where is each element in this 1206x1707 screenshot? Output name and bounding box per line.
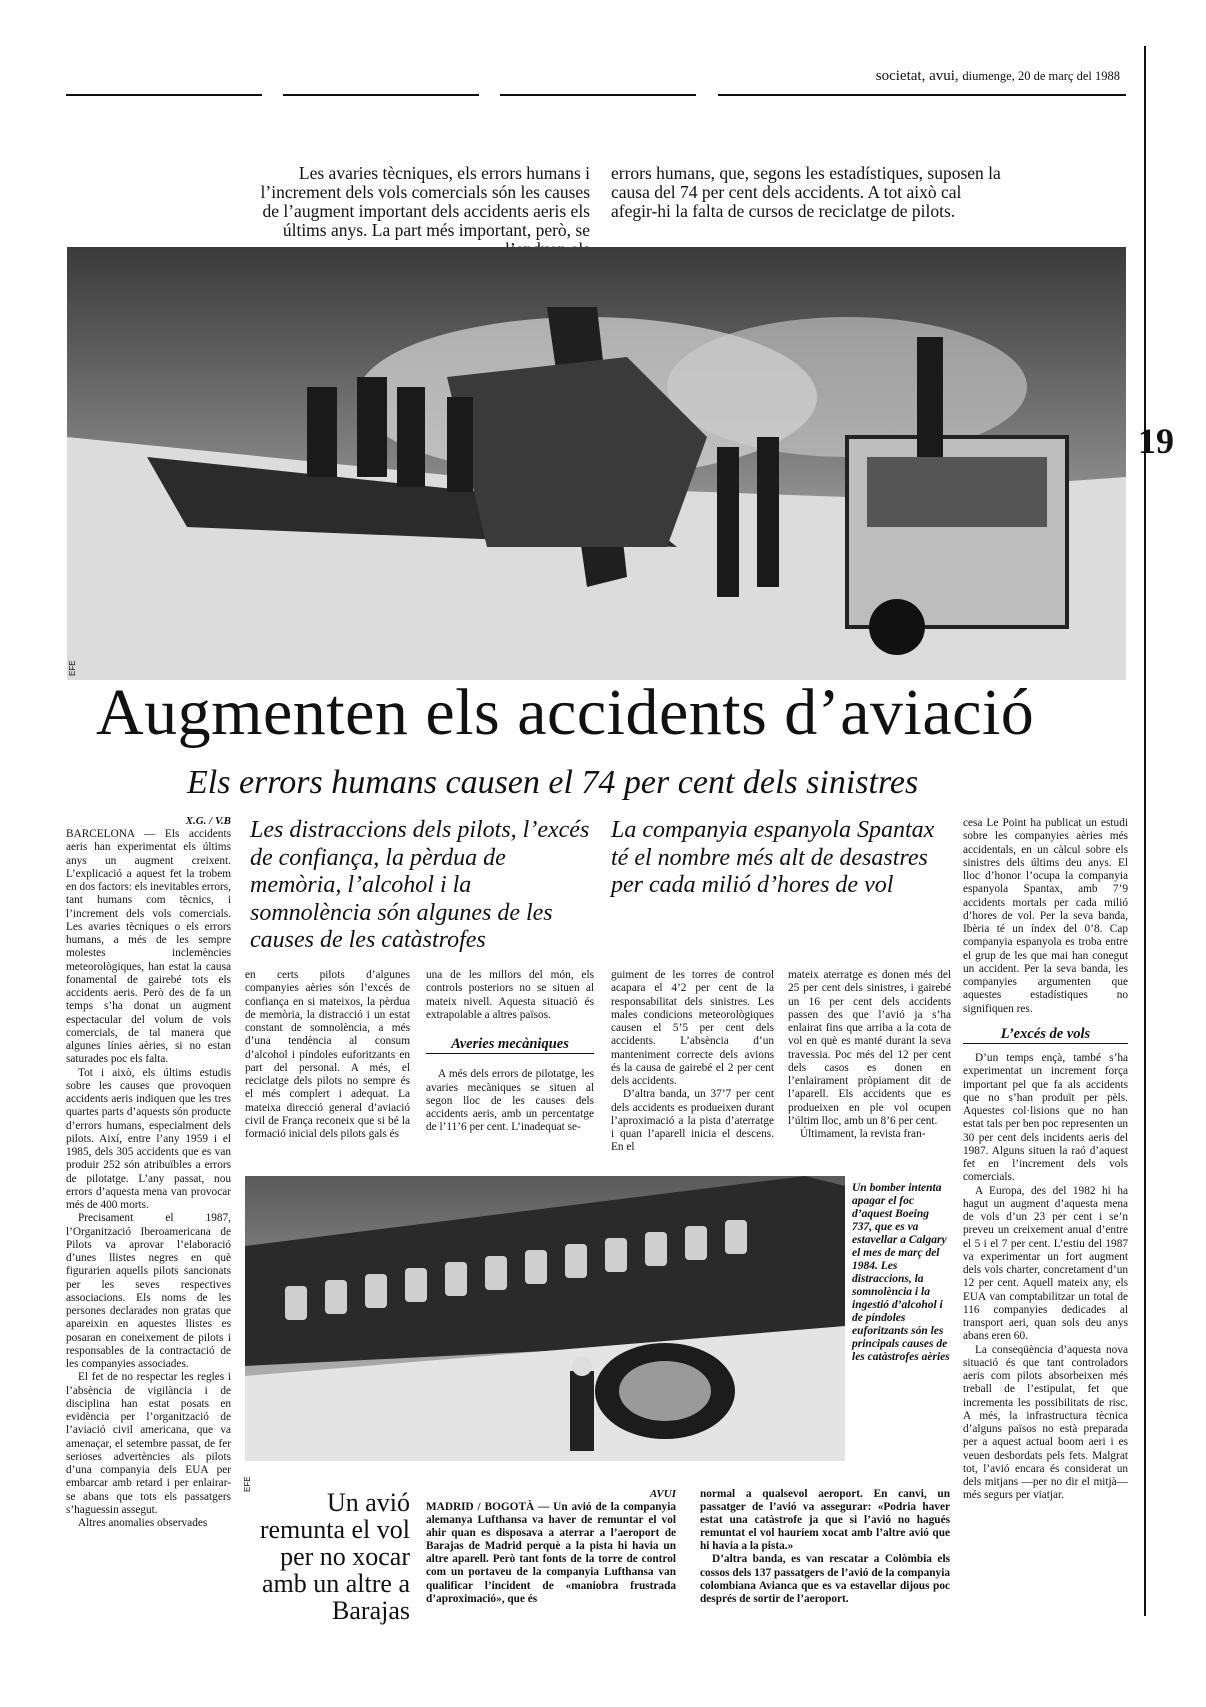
col1-p3: Precisament el 1987, l’Organització Iberoamericana de Pilots va aprovar l’elaboració d’unes llistes negres en què figurarien aquells pilots sancionats per les seves respectives associacions. Els noms de les persones declarades non gratas que apareixin en aquestes llistes es posaran en coneixement de pilots i responsables de la contractació de les companyies associades. xyxy=(66,1212,231,1370)
col5-p1: mateix aterratge es donen més del 25 per cent dels sinistres, i gairebé un 16 per cent dels accidents passen des que l’avió ja s’ha enlairat fins que arriba a la cota de vol en què es manté durant la seva travessia. Poc més del 12 per cent dels casos es donen en l’enlairament pròpiament dit de l’aparell. Els accidents que es produeixen en ple vol ocupen l’últim lloc, amb un 8’6 per cent. xyxy=(788,969,951,1127)
col4-p2: D’altra banda, un 37’7 per cent dels accidents es produeixen durant l’aproximació a la pista d’aterratge i quan l’aparell inicia el descens. En el xyxy=(611,1088,774,1154)
deck: Els errors humans causen el 74 per cent dels sinistres xyxy=(187,764,919,801)
crash-photo-top-image xyxy=(67,247,1126,680)
sidebar-column-1 xyxy=(426,1501,676,1606)
pull-quote-left: Les distraccions dels pilots, l’excés de confiança, la pèrdua de memòria, l’alcohol i la somnolència són algunes de les causes de les catàstrofes xyxy=(250,817,590,953)
col6-p1: cesa Le Point ha publicat un estudi sobre les companyies aèries més accidentals, en un càlcul sobre els sinistres dels últims deu anys. El lloc d’honor l’ocupa la companyia espanyola Spantax, amb 7’9 accidents mortals per cada milió d’hores de vol. Per la seva banda, Ibèria té un índex del 0’8. Cap companyia espanyola es troba entre el grup de les que mai han conegut un accident. Per la seva banda, les companyies argumenten que aquestes estadístiques no signifiquen res. xyxy=(963,817,1128,1015)
column-1 xyxy=(66,828,231,1530)
photo-caption: Un bomber intenta apagar el foc d’aquest Boeing 737, que es va estavellar a Calgary el mes de març del 1984. Les distraccions, la somnolència i la ingestió d’alcohol i de píndoles euforitzants són les principals causes de les catàstrofes aèries xyxy=(852,1182,950,1363)
crash-photo-bottom xyxy=(245,1176,845,1461)
header-rule-3 xyxy=(500,94,696,96)
sidebar-col1-p1: MADRID / BOGOTÀ — Un avió de la companyia alemanya Lufthansa va haver de remuntar el vol ahir quan es disposava a aterrar a l’aeroport de Barajas de Madrid perquè a la pista hi havia un altre aparell. Però tant fonts de la torre de control com un portaveu de la companyia Lufthansa van qualificar l’incident de «maniobra frustrada d’aproximació», que és xyxy=(426,1501,676,1605)
header-rule-4 xyxy=(718,94,1126,96)
col3-p2: A més dels errors de pilotatge, les avaries mecàniques se situen al segon lloc de les causes dels accidents aeris, amb un percentatge de l’11’6 per cent. L’inadequat se- xyxy=(426,1068,594,1134)
sidebar-headline: Un avió remunta el vol per no xocar amb un altre a Barajas xyxy=(259,1488,410,1625)
col6-p3: A Europa, des del 1982 hi ha hagut un augment d’aquesta mena de vols d’un 23 per cent i se’n preveu un creixement anual d’entre el 5 i el 7 per cent. L’estiu del 1987 va experimentar un fort augment dels vols charter, concretament d’un 12 per cent. Aquell mateix any, els EUA van comptabilitzar un total de 116 companyies dedicades al transport aeri, quan sols deu anys abans eren 60. xyxy=(963,1184,1128,1343)
pull-quote-right: La companyia espanyola Spantax té el nombre més alt de desastres per cada milió d’hores de vol xyxy=(611,817,935,898)
col5-p2: Últimament, la revista fran- xyxy=(800,1128,926,1140)
sidebar-col2-p2: D’altra banda, es van rescatar a Colòmbia els cossos dels 137 passatgers de l’avió de la companyia colombiana Avianca que es va estavellar dijous poc després de sortir de l’aeroport. xyxy=(700,1553,950,1605)
column-6 xyxy=(963,817,1128,1503)
crash-photo-bottom-image xyxy=(245,1176,845,1461)
subhead-averies: Averies mecàniques xyxy=(426,1038,594,1054)
headline: Augmenten els accidents d’aviació xyxy=(96,676,1035,749)
page-number: 19 xyxy=(1138,421,1174,461)
col1-p2: Tot i això, els últims estudis sobre les causes que provoquen accidents aeris indiquen que les tres quartes parts d’aquests són producte d’errors humans, especialment dels pilots. Així, entre l’any 1959 i el 1985, dels 305 accidents que es van produir 252 són atribuïbles a errors de pilotatge. L’any passat, nou errors d’aquesta mena van provocar més de 400 morts. xyxy=(66,1066,231,1211)
col1-p1: BARCELONA — Els accidents aeris han experimentat els últims anys un augment creixent. L’explicació a aquest fet la trobem en dos factors: els inevitables errors, tant humans com tècnics, i l’increment dels vols comercials. Les avaries tècniques o els errors humans, a més de les sempre molestes inclemències meteorològiques, han estat la causa fonamental de gairebé tots els accidents aeris. Però des de fa un temps s’ha donat un augment espectacular del volum de vols comercials, de tal manera que algunes línies aèries, si no estan saturades poc els falta. xyxy=(66,828,232,1066)
issue-date: diumenge, 20 de març del 1988 xyxy=(962,69,1120,83)
photo-credit-top: EFE xyxy=(68,660,77,676)
header-rule-1 xyxy=(66,94,262,96)
col2-p1: en certs pilots d’algunes companyies aèries són l’excés de confiança en si mateixos, la pèrdua de memòria, la distracció i un estat constant de somnolència, a més d’una tendència al consum d’alcohol i píndoles euforitzants en part del personal. A més, el reciclatge dels pilots no sempre és el més complert i adequat. La mateixa direcció general d’aviació civil de França reconeix que si bé la formació inicial dels pilots gals és xyxy=(245,969,410,1140)
col6-p2: D’un temps ençà, també s’ha experimentat un increment força important pel que fa als accidents que no s’han produït per pèls. Aquestes col·lisions que no han estat tals per ben poc representen un 30 per cent dels incidents aeris del 1987. Alguns situen la raó d’aquest fet en l’increment dels vols comercials. xyxy=(963,1052,1128,1184)
subhead-exces: L’excés de vols xyxy=(963,1028,1128,1044)
col3-p1: una de les millors del món, els controls posteriors no se situen al mateix nivell. Aquesta situació és extrapolable a altres països. xyxy=(426,969,594,1021)
column-5 xyxy=(788,969,951,1141)
page-edge-rule xyxy=(1144,46,1146,1616)
col4-p1: guiment de les torres de control acapara el 4’2 per cent de la responsabilitat dels sinistres. Les males condicions meteorològiques causen el 5’5 per cent dels accidents. L’absència d’un manteniment correcte dels avions és la causa de gairebé el 2 per cent dels accidents. xyxy=(611,969,774,1087)
sidebar-column-2 xyxy=(700,1488,950,1606)
intro-right: errors humans, que, segons les estadístiques, suposen la causa del 74 per cent dels accidents. A tot això cal afegir-hi la falta de cursos de reciclatge de pilots. xyxy=(611,163,1001,221)
col1-p4: El fet de no respectar les regles i l’absència de vigilància i de disciplina han estat posats en evidència per l’organització de l’aviació civil americana, que va amenaçar, el setembre passat, de fer serioses advertències als pilots d’una companyia dels EUA per embarcar amb retard i per enlairar-se abans que tots els passatgers s’haguessin assegut. xyxy=(66,1371,231,1516)
sidebar-col2-p1: normal a qualsevol aeroport. En canvi, un passatger de l’avió va assegurar: «Podria haver estat una catàstrofe ja que si l’avió no hagués remuntat el vol hauríem xocat amb l’altre avió que hi havia a la pista.» xyxy=(700,1488,950,1553)
photo-credit-bottom: EFE xyxy=(243,1476,252,1492)
col6-p4: La conseqüència d’aquesta nova situació és que tant controladors aeris com pilots absorbeixen més treball de l’estipulat, fet que incrementa les possibilitats de risc. A més, la infrastructura tècnica d’alguns països no està preparada per a aquest actual boom aeri i es veuen desbordats pels fets. Malgrat tot, l’avió encara és considerat un dels mitjans —per no dir el mitjà— més segurs per viatjar. xyxy=(963,1343,1128,1502)
column-3 xyxy=(426,969,594,1135)
crash-photo-top xyxy=(67,247,1126,680)
byline: X.G. / V.B xyxy=(185,815,231,827)
page-header xyxy=(820,68,1120,85)
section-label: societat, avui, xyxy=(875,68,959,84)
sidebar-byline: AVUI xyxy=(649,1488,676,1500)
column-2 xyxy=(245,969,410,1141)
col1-p5: Altres anomalies observades xyxy=(78,1517,208,1529)
header-rule-2 xyxy=(283,94,479,96)
intro-left: Les avaries tècniques, els errors humans i l’increment dels vols comercials són les causes de l’augment important dels accidents aeris els últims anys. La part més important, però, se xyxy=(260,163,590,240)
column-4 xyxy=(611,969,774,1155)
